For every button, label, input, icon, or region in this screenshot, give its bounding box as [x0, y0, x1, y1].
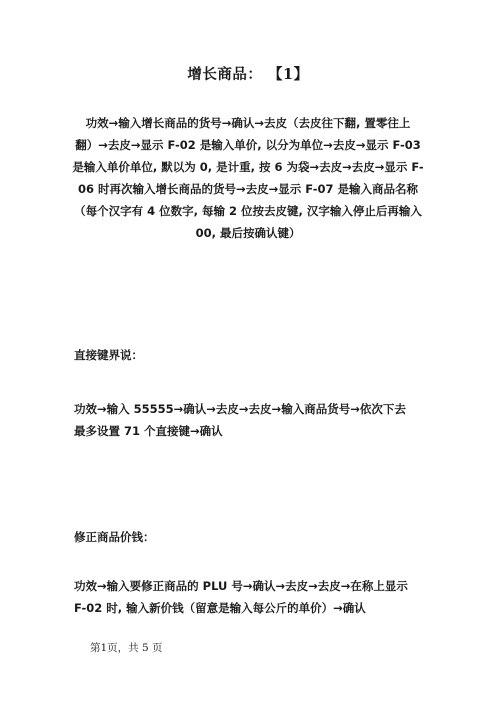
paragraph-line: 最多设置 71 个直接键→确认 — [74, 424, 223, 438]
title-bracket-close: 】 — [293, 67, 309, 83]
paragraph-line: 06 时再次输入增长商品的货号→去皮→显示 F-07 是输入商品名称 — [77, 182, 419, 196]
title-number: 1 — [282, 66, 294, 83]
page-title — [0, 63, 496, 84]
paragraph-line: 翻）→去皮→显示 F-02 是输入单价, 以分为单位→去皮→显示 F-03 — [75, 138, 421, 152]
increase-goods-paragraph — [72, 112, 424, 244]
direct-keys-heading: 直接键界说： — [74, 348, 143, 362]
paragraph-line: （每个汉字有 4 位数字, 每输 2 位按去皮键, 汉字输入停止后再输入 — [74, 204, 422, 218]
modify-price-paragraph — [74, 575, 424, 619]
paragraph-line: 是输入单价单位, 默以为 0, 是计重, 按 6 为袋→去皮→去皮→显示 F- — [72, 160, 424, 174]
paragraph-line: F-02 时, 输入新价钱（留意是输入每公斤的单价）→确认 — [74, 601, 366, 615]
paragraph-line: 功效→输入要修正商品的 PLU 号→确认→去皮→去皮→在称上显示 — [74, 579, 408, 593]
paragraph-line: 00, 最后按确认键） — [195, 226, 301, 240]
title-bracket-open: 【 — [267, 67, 283, 83]
title-text: 增长商品： — [187, 67, 263, 83]
direct-keys-paragraph — [74, 398, 424, 442]
paragraph-line: 功效→输入增长商品的货号→确认→去皮（去皮往下翻, 置零往上 — [85, 116, 411, 130]
paragraph-line: 功效→输入 55555→确认→去皮→去皮→输入商品货号→依次下去 — [74, 402, 406, 416]
modify-price-heading: 修正商品价钱： — [74, 530, 155, 544]
page-footer: 第1页，共 5 页 — [90, 642, 163, 654]
